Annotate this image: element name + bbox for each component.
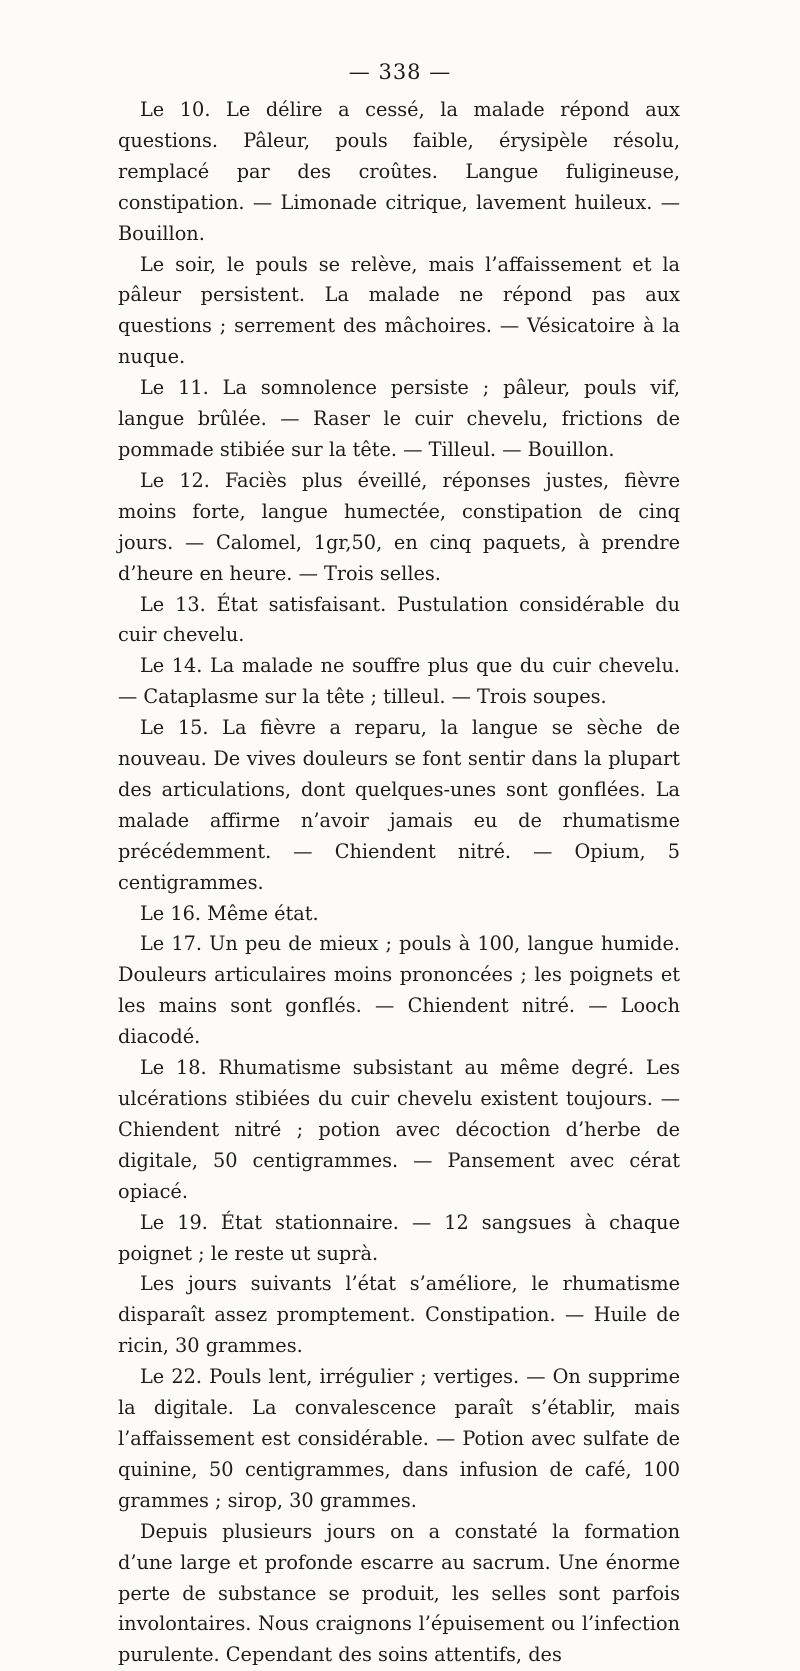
paragraph-day-16: Le 16. Même état. — [140, 901, 319, 925]
paragraph-day-11: Le 11. La somnolence persiste ; pâleur, pouls vif, langue brûlée. — Raser le cuir chevelu, frictions de pommade stibiée sur la tête. — Tilleul. — Bouillon. — [118, 376, 680, 461]
body-text — [118, 95, 680, 1671]
paragraph-day-17: Le 17. Un peu de mieux ; pouls à 100, langue humide. Douleurs articulaires moins prononcées ; les poignets et les mains sont gonflés. — Chiendent nitré. — Looch diacodé. — [118, 932, 680, 1049]
paragraph-day-18: Le 18. Rhumatisme subsistant au même degré. Les ulcérations stibiées du cuir chevelu existent toujours. — Chiendent nitré ; potion avec décoction d’herbe de digitale, 50 centigrammes. — Pansement avec cérat opiacé. — [118, 1056, 680, 1203]
page-number: — 338 — — [348, 60, 452, 84]
paragraph-day-12: Le 12. Faciès plus éveillé, réponses justes, fièvre moins forte, langue humectée, constipation de cinq jours. — Calomel, 1gr,50, en cinq paquets, à prendre d’heure en heure. — Trois selles. — [118, 468, 680, 585]
paragraph-day-13: Le 13. État satisfaisant. Pustulation considérable du cuir chevelu. — [118, 592, 680, 647]
paragraph-evening: Le soir, le pouls se relève, mais l’affaissement et la pâleur persistent. La malade ne répond pas aux questions ; serrement des mâchoires. — Vésicatoire à la nuque. — [118, 252, 680, 369]
paragraph-day-22: Le 22. Pouls lent, irrégulier ; vertiges. — On supprime la digitale. La convalescence paraît s’établir, mais l’affaissement est considérable. — Potion avec sulfate de quinine, 50 centigrammes, dans infusion de café, 100 grammes ; sirop, 30 grammes. — [118, 1365, 680, 1512]
paragraph-escarre: Depuis plusieurs jours on a constaté la formation d’une large et profonde escarre au sacrum. Une énorme perte de substance se produit, les selles sont parfois involontaires. Nous craignons l’épuisement ou l’infection purulente. Cependant des soins attentifs, des — [118, 1519, 680, 1667]
paragraph-following-days: Les jours suivants l’état s’améliore, le rhumatisme disparaît assez promptement. Constipation. — Huile de ricin, 30 grammes. — [118, 1272, 680, 1358]
paragraph-day-15: Le 15. La fièvre a reparu, la langue se sèche de nouveau. De vives douleurs se font sentir dans la plupart des articulations, dont quelques-unes sont gonflées. La malade affirme n’avoir jamais eu de rhumatisme précédemment. — Chiendent nitré. — Opium, 5 centigrammes. — [118, 716, 680, 894]
paragraph-day-19: Le 19. État stationnaire. — 12 sangsues à chaque poignet ; le reste ut suprà. — [118, 1210, 680, 1265]
paragraph-day-14: Le 14. La malade ne souffre plus que du cuir chevelu. — Cataplasme sur la tête ; tilleul. — Trois soupes. — [118, 654, 680, 709]
paragraph-day-10: Le 10. Le délire a cessé, la malade répond aux questions. Pâleur, pouls faible, érysipèle résolu, remplacé par des croûtes. Langue fuligineuse, constipation. — Limonade citrique, lavement huileux. — Bouillon. — [118, 98, 680, 245]
